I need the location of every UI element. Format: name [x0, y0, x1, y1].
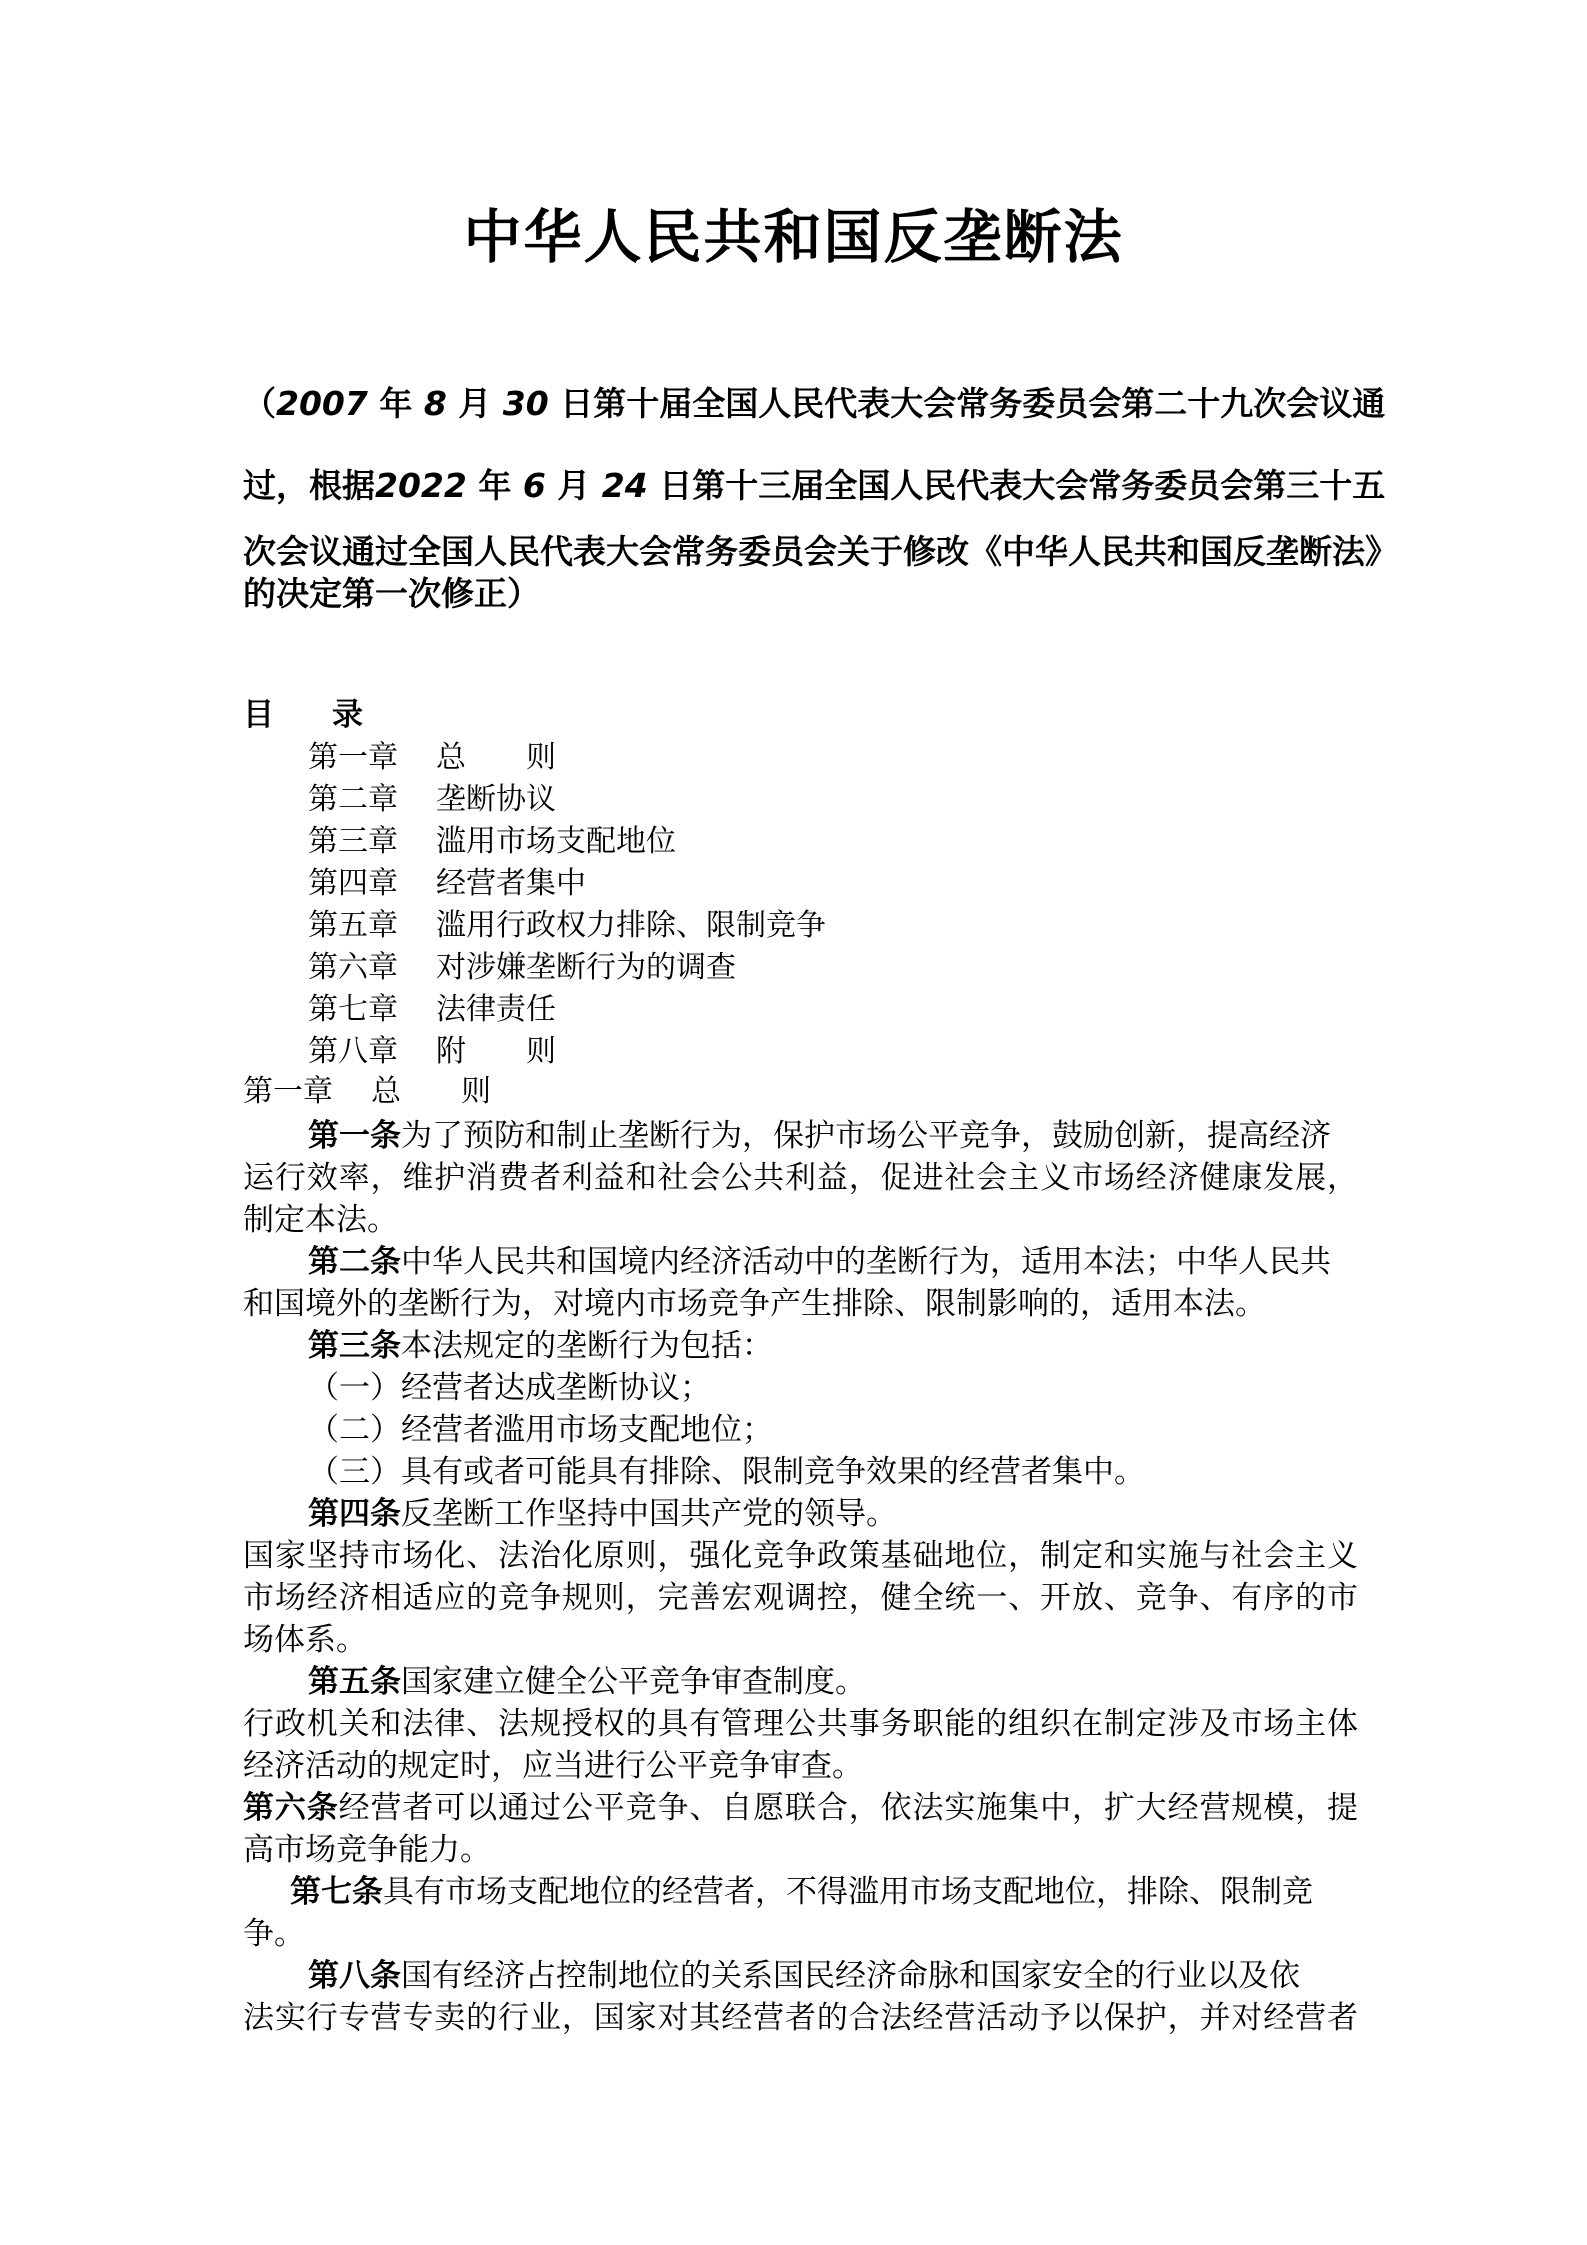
- article-5-line-2: 行政机关和法律、法规授权的具有管理公共事务职能的组织在制定涉及市场主体: [243, 1706, 1358, 1742]
- preamble-line-1: [243, 382, 1386, 426]
- article-4-line-4: 场体系。: [243, 1622, 367, 1658]
- toc-item-number: 第四章: [308, 866, 398, 901]
- toc-item[interactable]: [308, 822, 676, 862]
- article-1-line-3: 制定本法。: [243, 1202, 398, 1238]
- article-8-line-1: [308, 1955, 1300, 1997]
- article-text: 经营者可以通过公平竞争、自愿联合，依法实施集中，扩大经营规模，提: [338, 1790, 1359, 1826]
- toc-item-number: 第六章: [308, 950, 398, 985]
- article-label: 第四条: [308, 1496, 401, 1532]
- preamble-text: （: [243, 384, 276, 423]
- preamble-year: 2007: [276, 384, 368, 423]
- toc-item-title: 附 则: [436, 1034, 556, 1069]
- article-5-line-3: 经济活动的规定时，应当进行公平竞争审查。: [243, 1748, 863, 1784]
- article-text: 反垄断工作坚持中国共产党的领导。: [401, 1496, 897, 1532]
- toc-item-title: 对涉嫌垄断行为的调查: [436, 950, 736, 985]
- document-title: 中华人民共和国反垄断法: [463, 203, 1124, 271]
- preamble-text: 月: [446, 384, 503, 423]
- article-7-line-1: [290, 1871, 1313, 1913]
- article-7-line-2: 争。: [243, 1916, 305, 1952]
- article-2-line-2: 和国境外的垄断行为，对境内市场竞争产生排除、限制影响的，适用本法。: [243, 1286, 1266, 1322]
- article-1-line-1: [308, 1115, 1331, 1157]
- article-1-line-2: 运行效率，维护消费者利益和社会公共利益，促进社会主义市场经济健康发展，: [243, 1160, 1358, 1196]
- article-label: 第三条: [308, 1328, 401, 1364]
- article-4-line-2: 国家坚持市场化、法治化原则，强化竞争政策基础地位，制定和实施与社会主义: [243, 1538, 1358, 1574]
- toc-item-title: 滥用行政权力排除、限制竞争: [436, 908, 826, 943]
- article-5-line-1: [308, 1661, 866, 1703]
- preamble-line-4: 的决定第一次修正）: [243, 574, 540, 613]
- article-label: 第六条: [243, 1790, 339, 1826]
- article-text: 具有市场支配地位的经营者，不得滥用市场支配地位，排除、限制竞: [383, 1874, 1313, 1910]
- toc-item-title: 滥用市场支配地位: [436, 824, 676, 859]
- preamble-text: 过，根据: [243, 466, 375, 505]
- toc-item[interactable]: [308, 738, 556, 778]
- article-text: 本法规定的垄断行为包括：: [401, 1328, 773, 1364]
- toc-item-number: 第二章: [308, 782, 398, 817]
- toc-heading-char: 录: [332, 697, 363, 733]
- toc-item[interactable]: [308, 990, 556, 1030]
- article-label: 第八条: [308, 1958, 401, 1994]
- toc-item-title: 总 则: [436, 740, 556, 775]
- toc-item-title: 法律责任: [436, 992, 556, 1027]
- toc-item-number: 第三章: [308, 824, 398, 859]
- toc-item[interactable]: [308, 1032, 556, 1072]
- article-8-line-2: 法实行专营专卖的行业，国家对其经营者的合法经营活动予以保护，并对经营者: [243, 2000, 1358, 2036]
- article-3-item-3: （三）具有或者可能具有排除、限制竞争效果的经营者集中。: [308, 1454, 1145, 1490]
- article-2-line-1: [308, 1241, 1331, 1283]
- toc-heading: [243, 695, 363, 735]
- article-3-item-2: （二）经营者滥用市场支配地位；: [308, 1412, 773, 1448]
- preamble-day: 30: [502, 384, 549, 423]
- toc-item-number: 第五章: [308, 908, 398, 943]
- article-label: 第五条: [308, 1664, 401, 1700]
- toc-item-number: 第七章: [308, 992, 398, 1027]
- article-text: 国家建立健全公平竞争审查制度。: [401, 1664, 866, 1700]
- article-label: 第七条: [290, 1874, 383, 1910]
- preamble-text: 年: [367, 384, 424, 423]
- toc-item[interactable]: [308, 906, 826, 946]
- toc-heading-char: 目: [243, 697, 274, 733]
- preamble-text: 日第十届全国人民代表大会常务委员会第二十九次会议通: [548, 384, 1386, 423]
- toc-item-number: 第一章: [308, 740, 398, 775]
- article-4-line-1: [308, 1493, 897, 1535]
- preamble-line-2: [243, 464, 1386, 508]
- article-3-line-1: [308, 1325, 773, 1367]
- chapter-title: 总 则: [371, 1074, 491, 1109]
- preamble-text: 日第十三届全国人民代表大会常务委员会第三十五: [647, 466, 1386, 505]
- toc-item[interactable]: [308, 780, 556, 820]
- preamble-text: 年: [466, 466, 523, 505]
- article-3-item-1: （一）经营者达成垄断协议；: [308, 1370, 711, 1406]
- chapter-number: 第一章: [243, 1074, 333, 1109]
- toc-item[interactable]: [308, 864, 586, 904]
- toc-item[interactable]: [308, 948, 736, 988]
- toc-item-title: 垄断协议: [436, 782, 556, 817]
- toc-item-title: 经营者集中: [436, 866, 586, 901]
- article-text: 国有经济占控制地位的关系国民经济命脉和国家安全的行业以及依: [401, 1958, 1300, 1994]
- preamble-line-3: 次会议通过全国人民代表大会常务委员会关于修改《中华人民共和国反垄断法》: [243, 532, 1398, 571]
- preamble-year: 2022: [375, 466, 467, 505]
- article-label: 第一条: [308, 1118, 401, 1154]
- preamble-text: 月: [545, 466, 602, 505]
- article-4-line-3: 市场经济相适应的竞争规则，完善宏观调控，健全统一、开放、竞争、有序的市: [243, 1580, 1358, 1616]
- preamble-day: 24: [601, 466, 648, 505]
- article-6-line-1: [243, 1787, 1358, 1829]
- toc-item-number: 第八章: [308, 1034, 398, 1069]
- chapter-heading: [243, 1072, 491, 1112]
- article-label: 第二条: [308, 1244, 401, 1280]
- preamble-month: 6: [522, 466, 546, 505]
- article-text: 中华人民共和国境内经济活动中的垄断行为，适用本法；中华人民共: [401, 1244, 1331, 1280]
- preamble-month: 8: [423, 384, 447, 423]
- article-6-line-2: 高市场竞争能力。: [243, 1832, 491, 1868]
- article-text: 为了预防和制止垄断行为，保护市场公平竞争，鼓励创新，提高经济: [401, 1118, 1331, 1154]
